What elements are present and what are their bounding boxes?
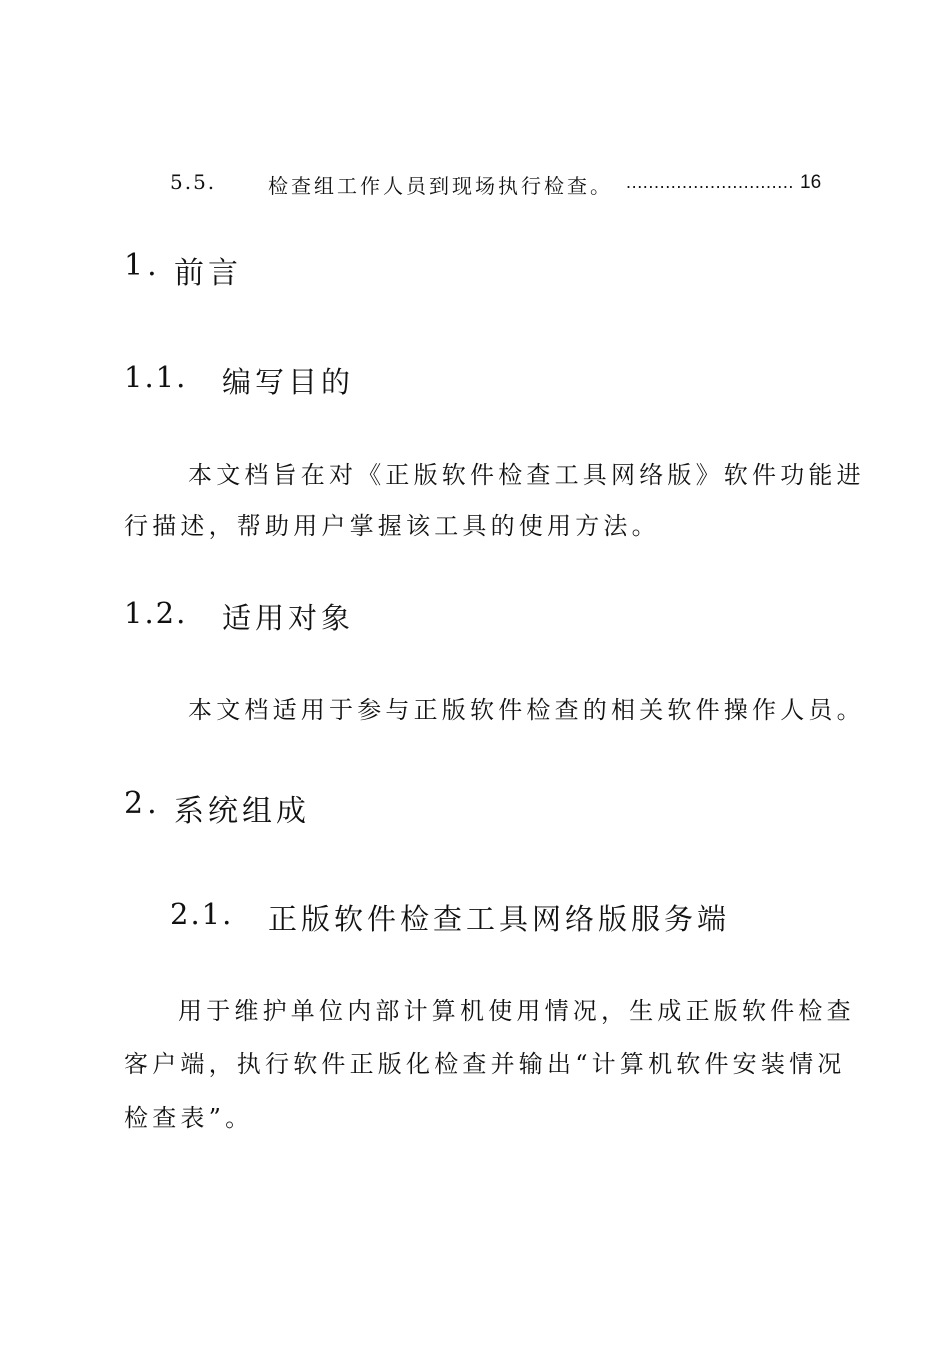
section-2-1-title: 正版软件检查工具网络版服务端 bbox=[268, 902, 731, 936]
section-1-number: 1. bbox=[124, 248, 161, 283]
paragraph-line: 本文档旨在对《正版软件检查工具网络版》软件功能进 bbox=[188, 461, 865, 489]
paragraph-line: 行描述，帮助用户掌握该工具的使用方法。 bbox=[124, 512, 660, 540]
toc-entry-leader: .............................. bbox=[626, 172, 795, 192]
section-2-1-number: 2.1. bbox=[170, 897, 234, 931]
section-1-title: 前言 bbox=[174, 256, 242, 291]
section-1-2-title: 适用对象 bbox=[222, 601, 355, 635]
section-1-1-number: 1.1. bbox=[124, 360, 188, 394]
section-2-number: 2. bbox=[124, 786, 161, 821]
paragraph-line: 用于维护单位内部计算机使用情况，生成正版软件检查 bbox=[178, 997, 855, 1025]
paragraph-line: 检查表”。 bbox=[124, 1104, 254, 1132]
section-1-2-number: 1.2. bbox=[124, 596, 188, 630]
paragraph-line: 本文档适用于参与正版软件检查的相关软件操作人员。 bbox=[188, 696, 865, 724]
paragraph-line: 客户端，执行软件正版化检查并输出“计算机软件安装情况 bbox=[124, 1050, 846, 1078]
section-1-1-title: 编写目的 bbox=[222, 365, 355, 399]
section-2-title: 系统组成 bbox=[174, 794, 310, 829]
toc-entry-number: 5.5. bbox=[170, 170, 217, 194]
toc-entry-page-number: 16 bbox=[800, 172, 822, 193]
toc-entry-title: 检查组工作人员到现场执行检查。 bbox=[268, 174, 613, 198]
